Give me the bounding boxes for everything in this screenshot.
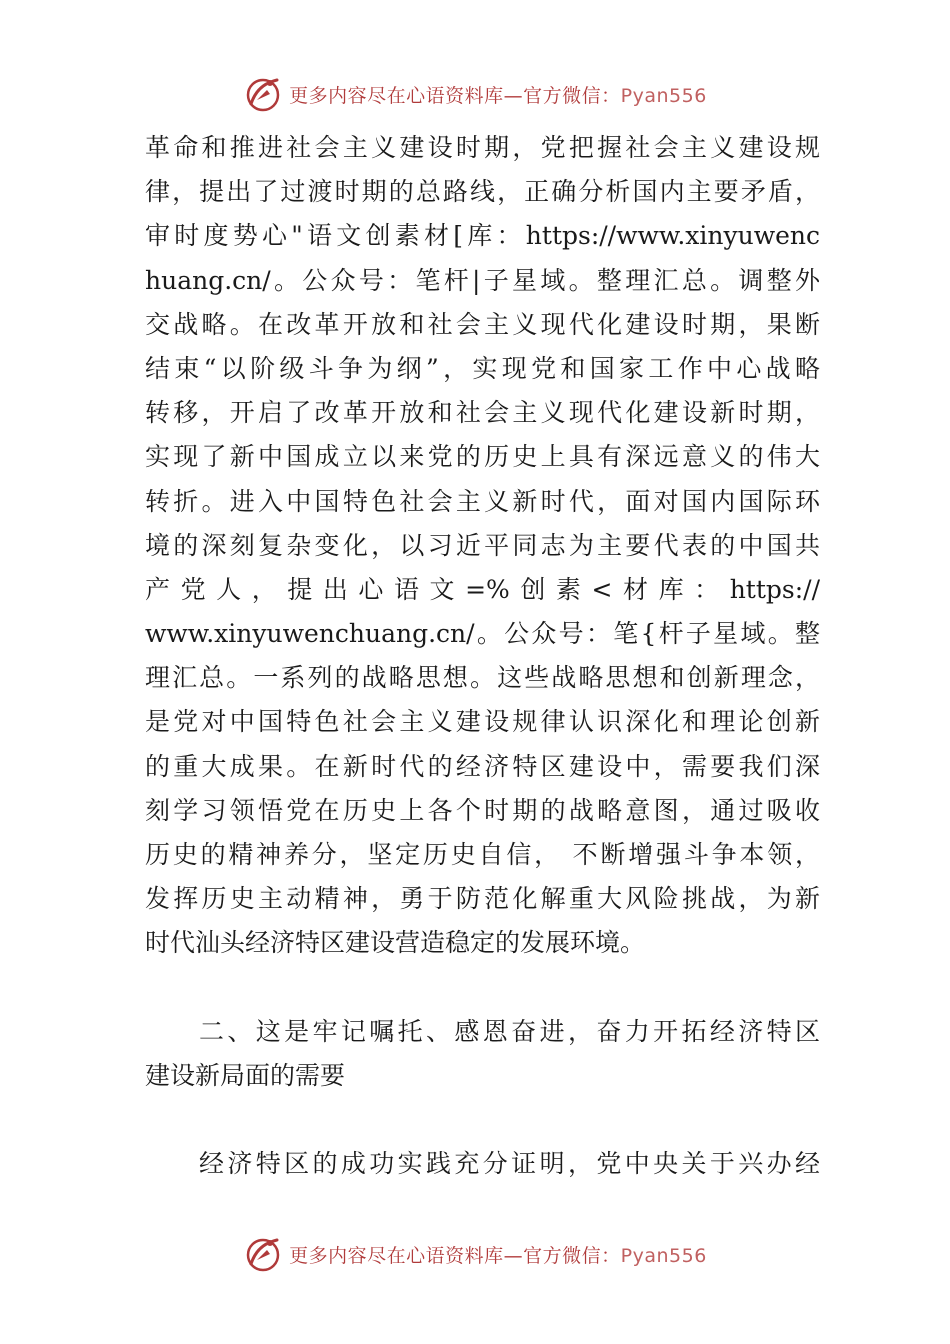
brand-logo-icon <box>243 1234 283 1274</box>
paragraph-2 <box>145 1142 820 1186</box>
text-line: 的重大成果。在新时代的经济特区建设中，需要我们深 <box>145 751 820 781</box>
banner-text: 更多内容尽在心语资料库—官方微信：Pyan556 <box>289 84 707 107</box>
text-line: 结束“以阶级斗争为纲”，实现党和国家工作中心战略 <box>145 353 820 383</box>
text-line: 时代汕头经济特区建设营造稳定的发展环境。 <box>145 928 646 958</box>
text-line: 转折。进入中国特色社会主义新时代，面对国内国际环 <box>145 486 820 516</box>
text-line: 是党对中国特色社会主义建设规律认识深化和理论创新 <box>145 707 820 737</box>
wechat-id: Pyan556 <box>620 84 707 107</box>
text-line: 交战略。在改革开放和社会主义现代化建设时期，果断 <box>145 309 820 339</box>
section-heading <box>145 1010 820 1098</box>
text-line: 理汇总。一系列的战略思想。这些战略思想和创新理念， <box>145 663 820 693</box>
text-line: 刻学习领悟党在历史上各个时期的战略意图，通过吸收 <box>145 795 820 825</box>
text-line: www.xinyuwenchuang.cn/。公众号：笔{杆子星域。整 <box>145 619 820 649</box>
text-line: huang.cn/。公众号：笔杆|子星域。整理汇总。调整外 <box>145 265 820 295</box>
banner-text: 更多内容尽在心语资料库—官方微信：Pyan556 <box>289 1244 707 1267</box>
footer-watermark-banner <box>0 1232 950 1276</box>
paragraph-1 <box>145 126 820 966</box>
text-line: 革命和推进社会主义建设时期，党把握社会主义建设规 <box>145 133 820 162</box>
text-line: 境的深刻复杂变化，以习近平同志为主要代表的中国共 <box>145 530 820 560</box>
text-line: 律，提出了过渡时期的总路线，正确分析国内主要矛盾， <box>145 177 820 207</box>
document-body <box>145 126 820 1186</box>
text-line: 实现了新中国成立以来党的历史上具有深远意义的伟大 <box>145 442 820 472</box>
text-line: 发挥历史主动精神，勇于防范化解重大风险挑战，为新 <box>145 884 820 914</box>
text-line: 历史的精神养分，坚定历史自信， 不断增强斗争本领， <box>145 840 820 869</box>
header-watermark-banner <box>0 72 950 116</box>
text-line: 转移，开启了改革开放和社会主义现代化建设新时期， <box>145 398 820 428</box>
heading-line: 建设新局面的需要 <box>145 1060 346 1090</box>
paragraph-gap <box>145 1098 820 1142</box>
text-line: 经济特区的成功实践充分证明，党中央关于兴办经 <box>199 1148 820 1178</box>
paragraph-gap <box>145 966 820 1010</box>
text-line: 审时度势心"语文创素材[库：https://www.xinyuwenc <box>145 221 820 251</box>
brand-logo-icon <box>243 74 283 114</box>
heading-line: 二、这是牢记嘱托、感恩奋进，奋力开拓经济特区 <box>199 1016 820 1046</box>
wechat-id: Pyan556 <box>620 1244 707 1267</box>
text-line: 产党人，提出心语文=%创素<材库：https:// <box>145 574 820 604</box>
